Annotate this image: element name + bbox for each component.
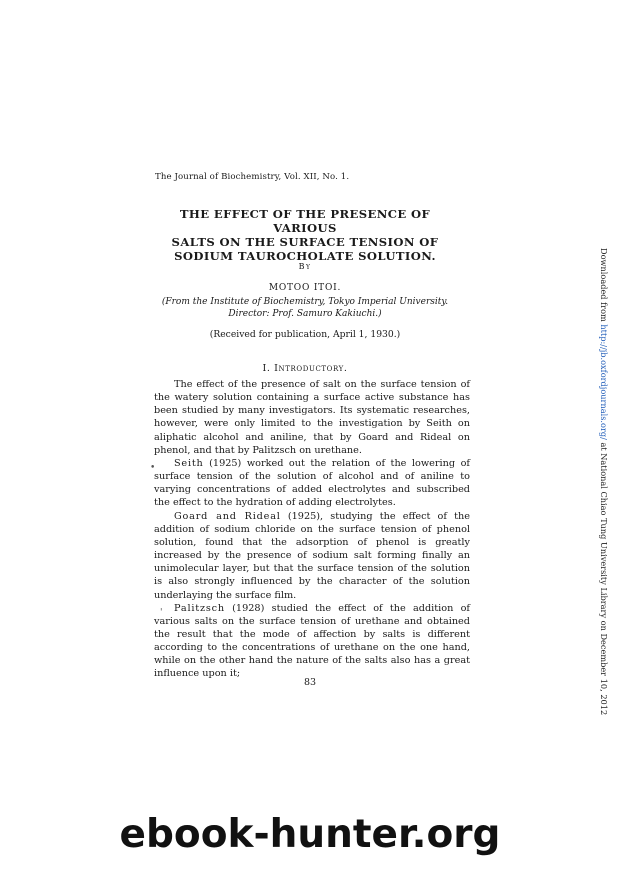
- paragraph-text: (1925) worked out the relation of the lowering of surface tension of the solution of alcohol and of aniline to varying concentrations of added electrolytes and subscribed the effect to the hydration of adding electrolytes.: [154, 457, 470, 509]
- download-suffix: at National Chiao Tung University Library on December 10, 2012: [599, 439, 609, 716]
- download-link[interactable]: http://jb.oxfordjournals.org/: [599, 324, 609, 440]
- title-line-1: THE EFFECT OF THE PRESENCE OF VARIOUS: [179, 207, 431, 235]
- download-prefix: Downloaded from: [599, 248, 609, 325]
- cited-author: Palitzsch: [174, 602, 225, 614]
- paragraph-text: (1928) studied the effect of the addition of various salts on the surface tension of urethane and obtained the result that the mode of affection by salts is different according to the concentrations of urethane on the one hand, while on the other hand the nature of the salts also has a great influence upon it;: [154, 602, 470, 680]
- title-line-2: SALTS ON THE SURFACE TENSION OF: [171, 235, 439, 249]
- scan-speck: •: [150, 463, 156, 473]
- body-text: [154, 378, 470, 681]
- page-number: 83: [303, 677, 317, 688]
- paragraph-1: The effect of the presence of salt on the surface tension of the watery solution containing a surface active substance has been studied by many investigators. Its systematic researches, however, were only limited to the investigation by Seith on aliphatic alcohol and aniline, that by Goard and Rideal on phenol, and that by Palitzsch on urethane.: [154, 379, 470, 456]
- scan-speck: ': [160, 608, 163, 618]
- cited-author: Goard and Rideal: [174, 510, 281, 522]
- article-title: [150, 207, 460, 263]
- affiliation-line-2: Director: Prof. Samuro Kakiuchi.): [228, 309, 382, 319]
- section-heading: I. Introductory.: [262, 363, 348, 374]
- paragraph-2: [154, 457, 470, 510]
- title-line-3: SODIUM TAUROCHOLATE SOLUTION.: [174, 249, 436, 263]
- download-notice: [599, 248, 609, 715]
- affiliation: [150, 296, 460, 320]
- affiliation-line-1: (From the Institute of Biochemistry, Tokyo Imperial University.: [161, 297, 449, 307]
- author-name: MOTOO ITOI.: [268, 283, 342, 293]
- journal-header: The Journal of Biochemistry, Vol. XII, No. 1.: [155, 172, 350, 182]
- watermark-text: ebook-hunter.org: [119, 812, 501, 857]
- paragraph-4: [154, 602, 470, 681]
- paragraph-3: [154, 510, 470, 602]
- paragraph-text: (1925), studying the effect of the addition of sodium chloride on the surface tension of phenol solution, found that the adsorption of phenol is greatly increased by the presence of sodium salt forming finally an unimolecular layer, but that the surface tension of the solution is also strongly influenced by the character of the solution underlaying the surface film.: [154, 510, 470, 601]
- by-label: By: [298, 262, 312, 271]
- received-date: (Received for publication, April 1, 1930.): [209, 329, 401, 340]
- cited-author: Seith: [174, 457, 204, 469]
